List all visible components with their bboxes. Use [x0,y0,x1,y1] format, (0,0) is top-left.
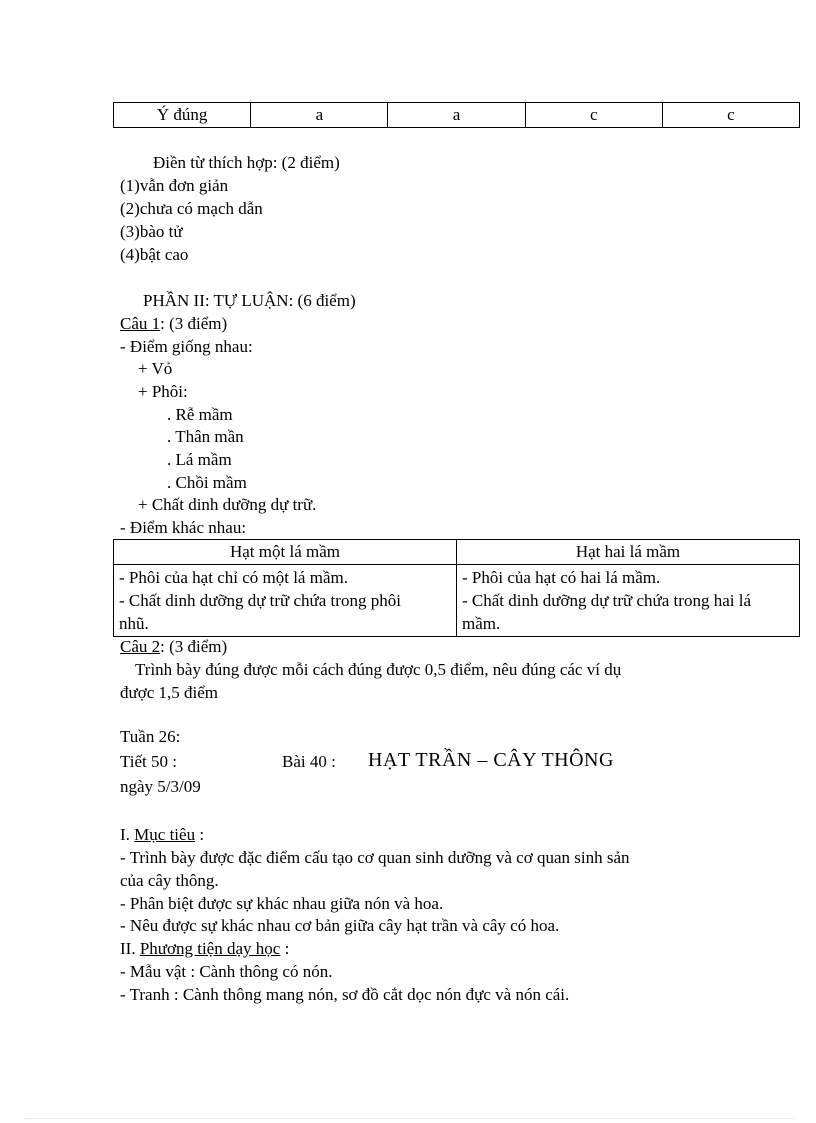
objectives-heading [120,825,204,845]
fill-in-item: (3)bào tử [120,222,183,241]
comparison-line: - Chất dinh dưỡng dự trữ chứa trong hai lá [462,591,751,610]
fill-in-heading: Điền từ thích hợp: (2 điểm) [153,153,340,172]
embryo-part: . Lá mầm [167,450,232,469]
materials-title: Phương tiện dạy học [139,939,281,958]
embryo-part: . Rễ mầm [167,405,233,424]
embryo-part: . Chồi mầm [167,473,247,492]
question-1-label: Câu 1 [120,314,161,333]
embryo-part: . Thân mần [167,427,244,446]
question-2-heading [120,637,227,657]
lesson-number: Bài 40 : [282,752,336,771]
question-2-line: Trình bày đúng được mỗi cách đúng được 0,5 điểm, nêu đúng các ví dụ [135,660,622,679]
period-label: Tiết 50 : [120,752,178,771]
objective-item: của cây thông. [120,871,219,890]
answer-label-cell: Ý đúng [114,103,251,128]
comparison-header-monocot: Hạt một lá mầm [114,540,457,565]
embryo-item: + Phôi: [138,382,188,401]
fill-in-item: (2)chưa có mạch dẫn [120,199,263,218]
comparison-header-dicot: Hạt hai lá mầm [457,540,800,565]
comparison-cell-dicot [457,565,800,637]
answer-row [114,103,800,128]
material-item: - Mẫu vật : Cành thông có nón. [120,962,333,981]
materials-prefix: II. [120,939,140,958]
similar-heading: - Điểm giống nhau: [120,337,253,356]
answer-cell: c [525,103,662,128]
answer-table [113,102,800,128]
question-2-label: Câu 2 [120,637,161,656]
materials-heading [120,939,289,959]
part2-heading: PHẦN II: TỰ LUẬN: (6 điểm) [143,291,356,310]
objectives-prefix: I. [120,825,135,844]
material-item: - Tranh : Cành thông mang nón, sơ đồ cắt dọc nón đực và nón cái. [120,985,570,1004]
materials-suffix: : [280,939,290,958]
comparison-header-row [114,540,800,565]
lesson-date: ngày 5/3/09 [120,777,201,796]
comparison-line: - Phôi của hạt có hai lá mầm. [462,568,661,587]
comparison-table [113,539,800,637]
question-2-points: : (3 điểm) [160,637,228,656]
answer-cell: c [662,103,799,128]
answer-cell: a [388,103,525,128]
objective-item: - Nêu được sự khác nhau cơ bản giữa cây hạt trần và cây có hoa. [120,916,560,935]
comparison-line: mầm. [462,614,501,633]
different-heading: - Điểm khác nhau: [120,518,247,537]
nutrients-item: + Chất dinh dưỡng dự trữ. [138,495,317,514]
objective-item: - Trình bày được đặc điểm cấu tạo cơ quan sinh dưỡng và cơ quan sinh sản [120,848,630,867]
fill-in-item: (1)vẫn đơn giản [120,176,229,195]
objective-item: - Phân biệt được sự khác nhau giữa nón và hoa. [120,894,444,913]
comparison-line: nhũ. [119,614,149,633]
objectives-title: Mục tiêu [134,825,196,844]
objectives-suffix: : [195,825,205,844]
answer-cell: a [251,103,388,128]
fill-in-item: (4)bật cao [120,245,189,264]
question-1-points: : (3 điểm) [160,314,228,333]
question-2-line: được 1,5 điểm [120,683,218,702]
comparison-body-row [114,565,800,637]
comparison-line: - Chất dinh dưỡng dự trữ chứa trong phôi [119,591,401,610]
shell-item: + Vỏ [138,359,173,378]
week-label: Tuần 26: [120,727,181,746]
page-bottom-divider [24,1118,794,1119]
comparison-cell-monocot [114,565,457,637]
question-1-heading [120,314,227,334]
lesson-title: HẠT TRẦN – CÂY THÔNG [368,749,614,771]
comparison-line: - Phôi của hạt chỉ có một lá mầm. [119,568,348,587]
